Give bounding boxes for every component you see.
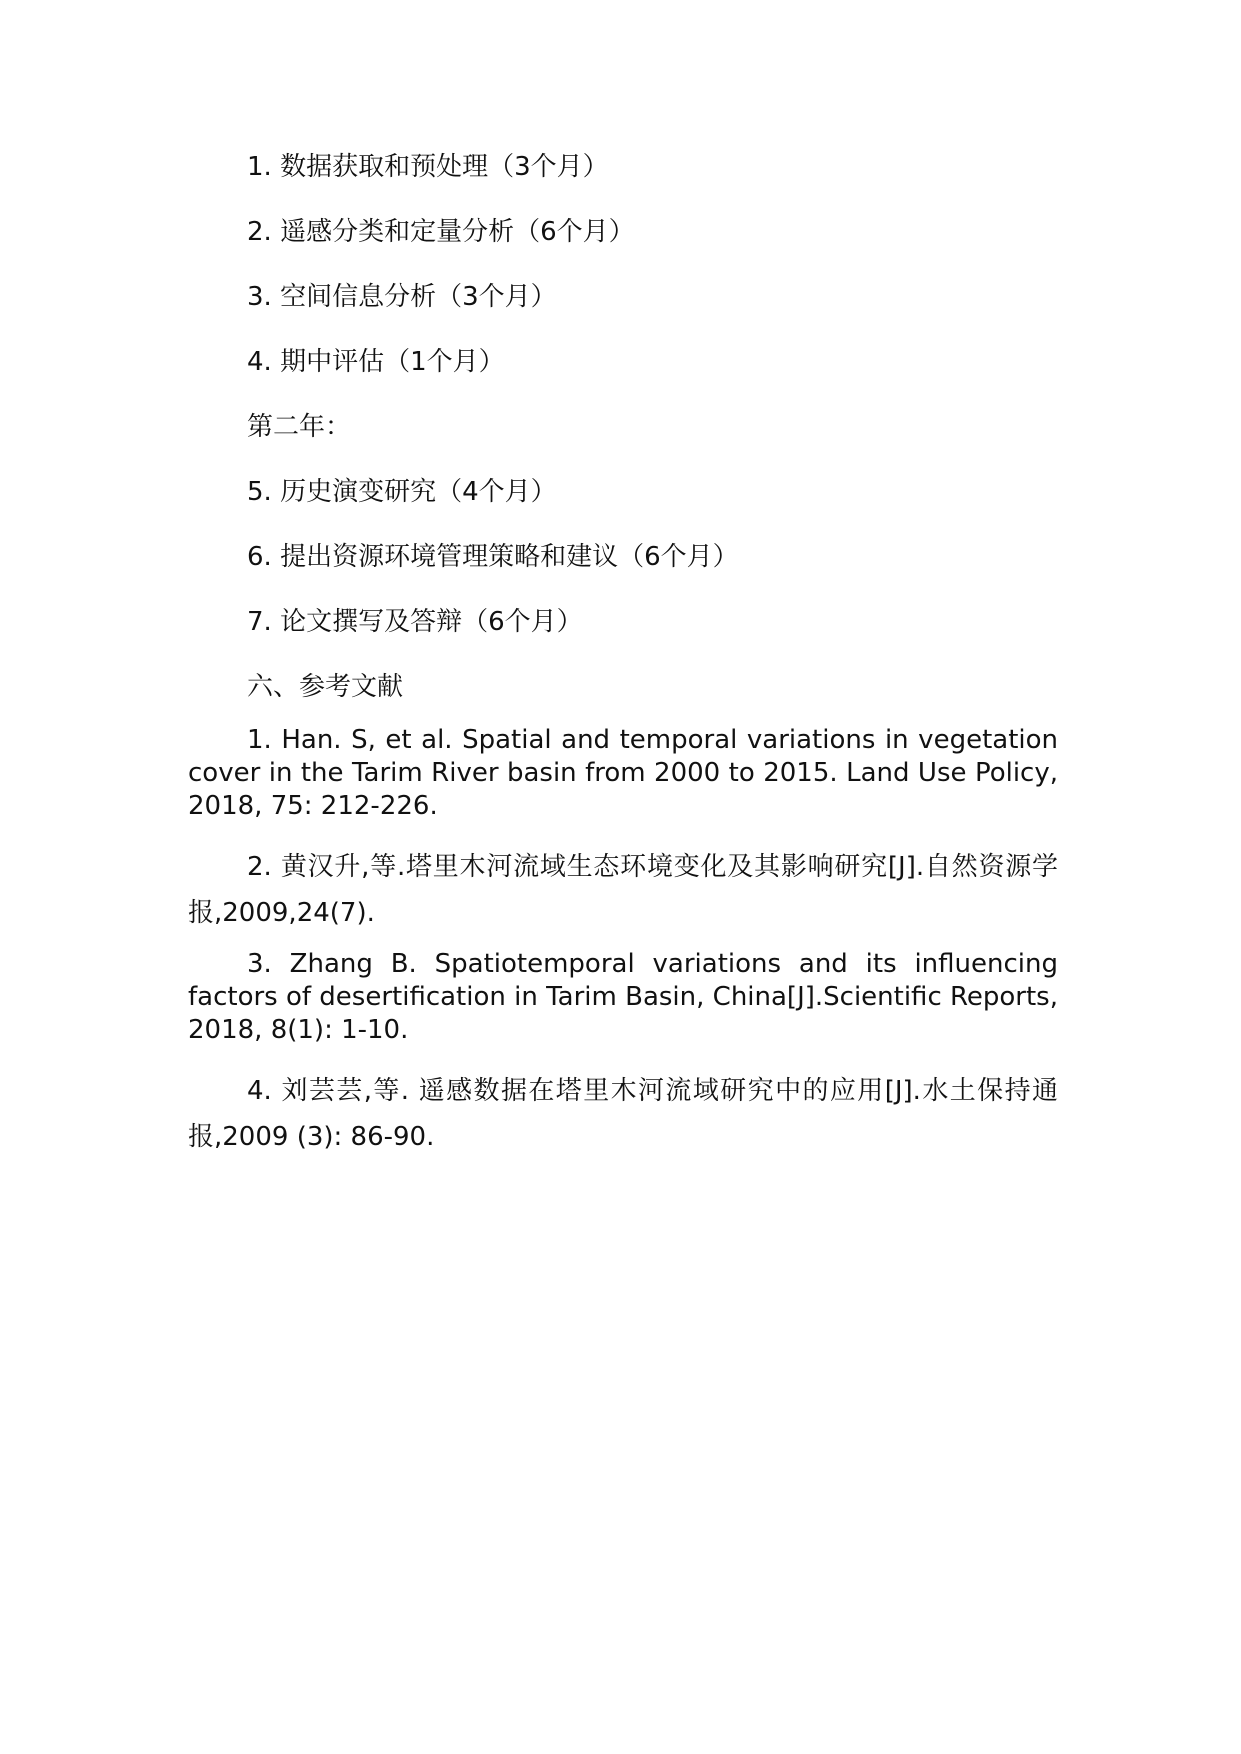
plan-item-3: 3. 空间信息分析（3个月） bbox=[247, 282, 557, 312]
plan-item-7: 7. 论文撰写及答辩（6个月） bbox=[247, 607, 583, 637]
reference-3: 3. Zhang B. Spatiotemporal variations and its influencing factors of desertification in Tarim Basin, China[J].Scientific Reports, 2018, 8(1): 1-10. bbox=[188, 949, 1058, 1045]
plan-item-2: 2. 遥感分类和定量分析（6个月） bbox=[247, 217, 635, 247]
plan-item-1: 1. 数据获取和预处理（3个月） bbox=[247, 152, 609, 182]
plan-item-4: 4. 期中评估（1个月） bbox=[247, 347, 505, 377]
references-heading: 六、参考文献 bbox=[247, 672, 404, 702]
plan-item-5: 5. 历史演变研究（4个月） bbox=[247, 477, 557, 507]
reference-4: 4. 刘芸芸,等. 遥感数据在塔里木河流域研究中的应用[J].水土保持通报,2009 (3): 86-90. bbox=[188, 1076, 1058, 1152]
reference-2: 2. 黄汉升,等.塔里木河流域生态环境变化及其影响研究[J].自然资源学报,2009,24(7). bbox=[188, 852, 1058, 928]
reference-1: 1. Han. S, et al. Spatial and temporal variations in vegetation cover in the Tarim River basin from 2000 to 2015. Land Use Policy, 2018, 75: 212-226. bbox=[188, 725, 1058, 821]
document-body bbox=[188, 150, 1058, 1172]
plan-item-6: 6. 提出资源环境管理策略和建议（6个月） bbox=[247, 542, 739, 572]
year-two-label: 第二年： bbox=[247, 412, 352, 442]
